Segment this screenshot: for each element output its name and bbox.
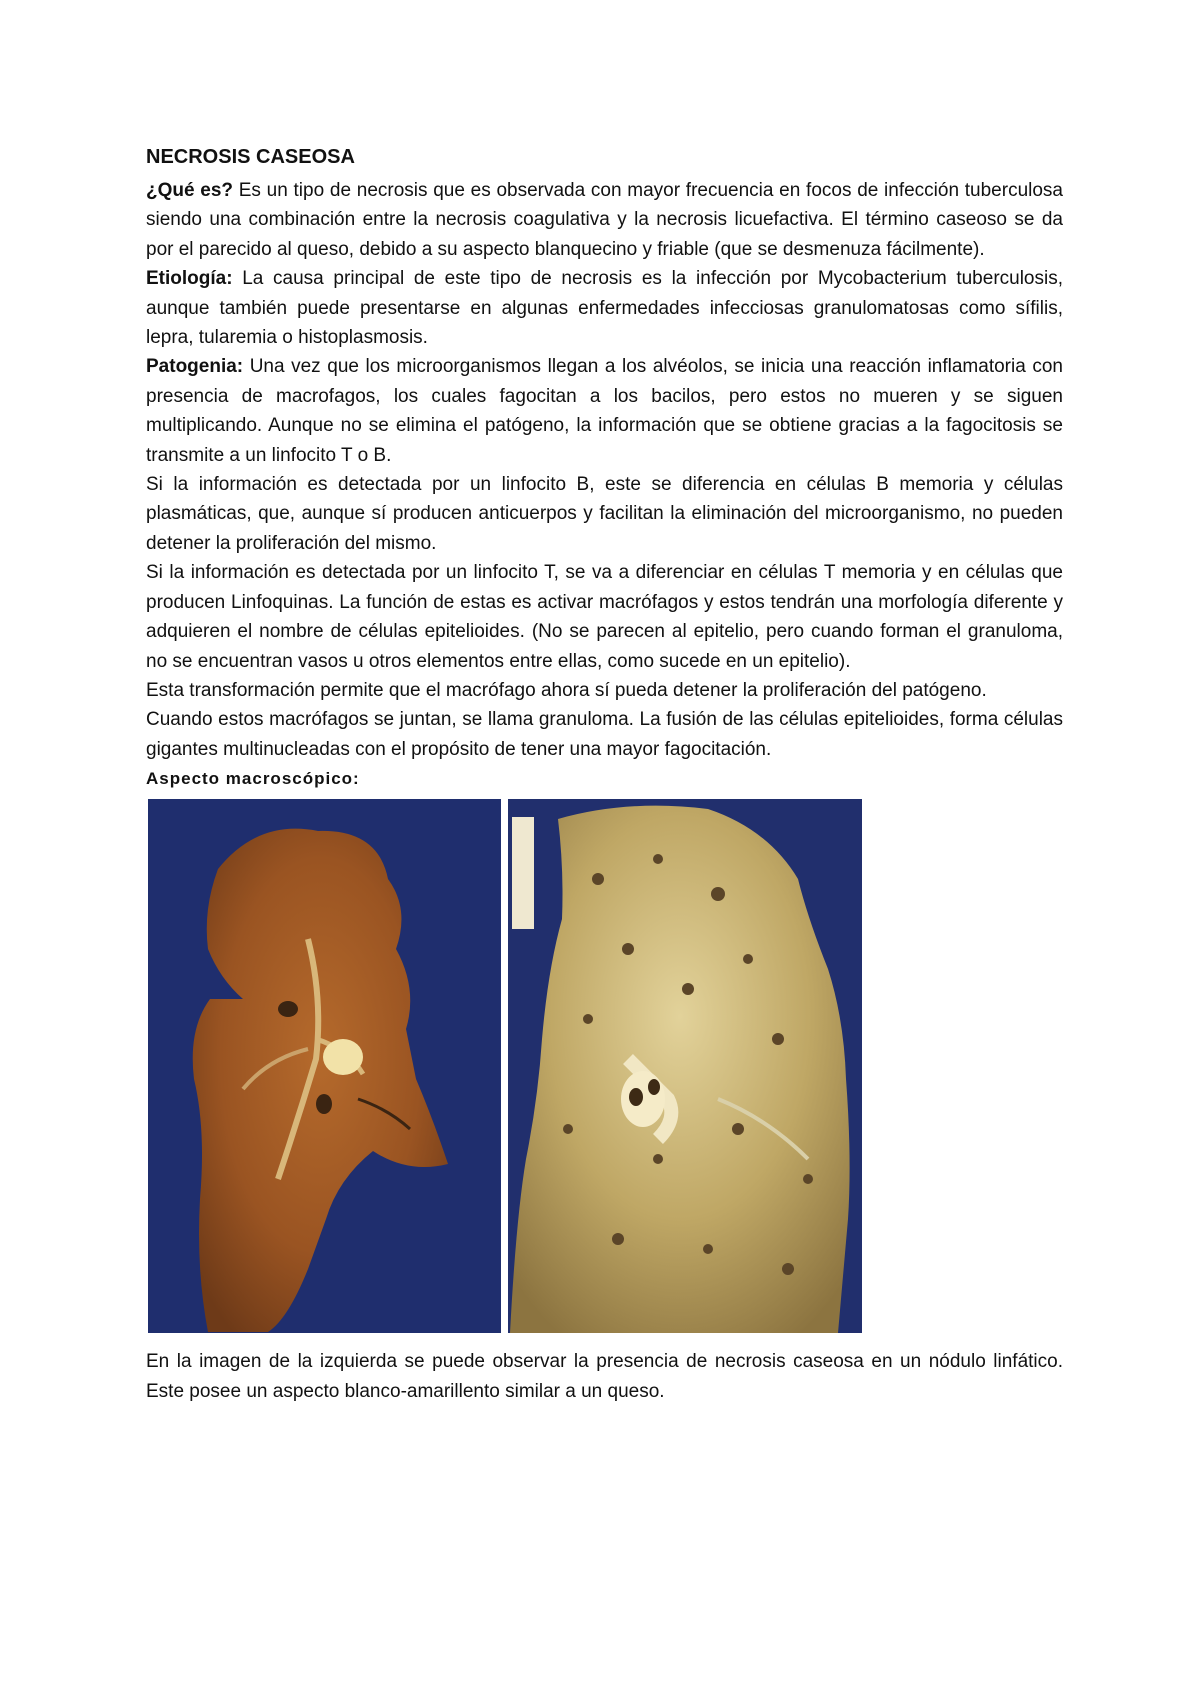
figure-pair bbox=[146, 799, 1063, 1339]
figure-caption: En la imagen de la izquierda se puede observar la presencia de necrosis caseosa en un nódulo linfático. Este posee un aspecto blanco-amarillento similar a un queso. bbox=[146, 1351, 1063, 1402]
document-content bbox=[146, 142, 1063, 1406]
etiologia-paragraph bbox=[146, 264, 1063, 352]
linfocito-b-paragraph: Si la información es detectada por un linfocito B, este se diferencia en células B memoria y células plasmáticas, que, aunque sí producen anticuerpos y facilitan la eliminación del microorganismo, no pueden detener la proliferación del mismo. bbox=[146, 474, 1063, 554]
patogenia-label: Patogenia: bbox=[146, 356, 244, 378]
que-es-label: ¿Qué es? bbox=[146, 180, 234, 201]
etiologia-label: Etiología: bbox=[146, 268, 233, 290]
lung-photo-right bbox=[508, 799, 862, 1333]
que-es-text: Es un tipo de necrosis que es observada con mayor frecuencia en focos de infección tuberculosa siendo una combinación entre la necrosis coagulativa y la necrosis licuefactiva. El término caseoso se da por el parecido al queso, debido a su aspecto blanquecino y friable (que se desmenuza fácilmente). bbox=[146, 180, 1063, 260]
patogenia-text: Una vez que los microorganismos llegan a los alvéolos, se inicia una reacción inflamatoria con presencia de macrofagos, los cuales fagocitan a los bacilos, pero estos no mueren y se siguen multiplicando. Aunque no se elimina el patógeno, la información que se obtiene gracias a la fagocitosis se transmite a un linfocito T o B. bbox=[146, 356, 1063, 466]
page-title: NECROSIS CASEOSA bbox=[146, 146, 355, 168]
patogenia-paragraph bbox=[146, 352, 1063, 470]
lung-photo-left-drawing bbox=[148, 799, 501, 1333]
lung-photo-left bbox=[148, 799, 501, 1333]
transformacion-paragraph: Esta transformación permite que el macrófago ahora sí pueda detener la proliferación del patógeno. bbox=[146, 679, 987, 701]
etiologia-text: La causa principal de este tipo de necrosis es la infección por Mycobacterium tuberculosis, aunque también puede presentarse en algunas enfermedades infecciosas granulomatosas como sífilis, lepra, tularemia o histoplasmosis. bbox=[146, 268, 1063, 349]
granuloma-paragraph: Cuando estos macrófagos se juntan, se llama granuloma. La fusión de las células epitelioides, forma células gigantes multinucleadas con el propósito de tener una mayor fagocitación. bbox=[146, 709, 1063, 760]
lung-photo-right-drawing bbox=[508, 799, 862, 1333]
aspecto-heading: Aspecto macroscópico: bbox=[146, 769, 360, 789]
que-es-paragraph bbox=[146, 176, 1063, 264]
linfocito-t-paragraph: Si la información es detectada por un linfocito T, se va a diferenciar en células T memoria y en células que producen Linfoquinas. La función de estas es activar macrófagos y estos tendrán una morfología diferente y adquieren el nombre de células epitelioides. (No se parecen al epitelio, pero cuando forman el granuloma, no se encuentran vasos u otros elementos entre ellas, como sucede en un epitelio). bbox=[146, 562, 1063, 672]
